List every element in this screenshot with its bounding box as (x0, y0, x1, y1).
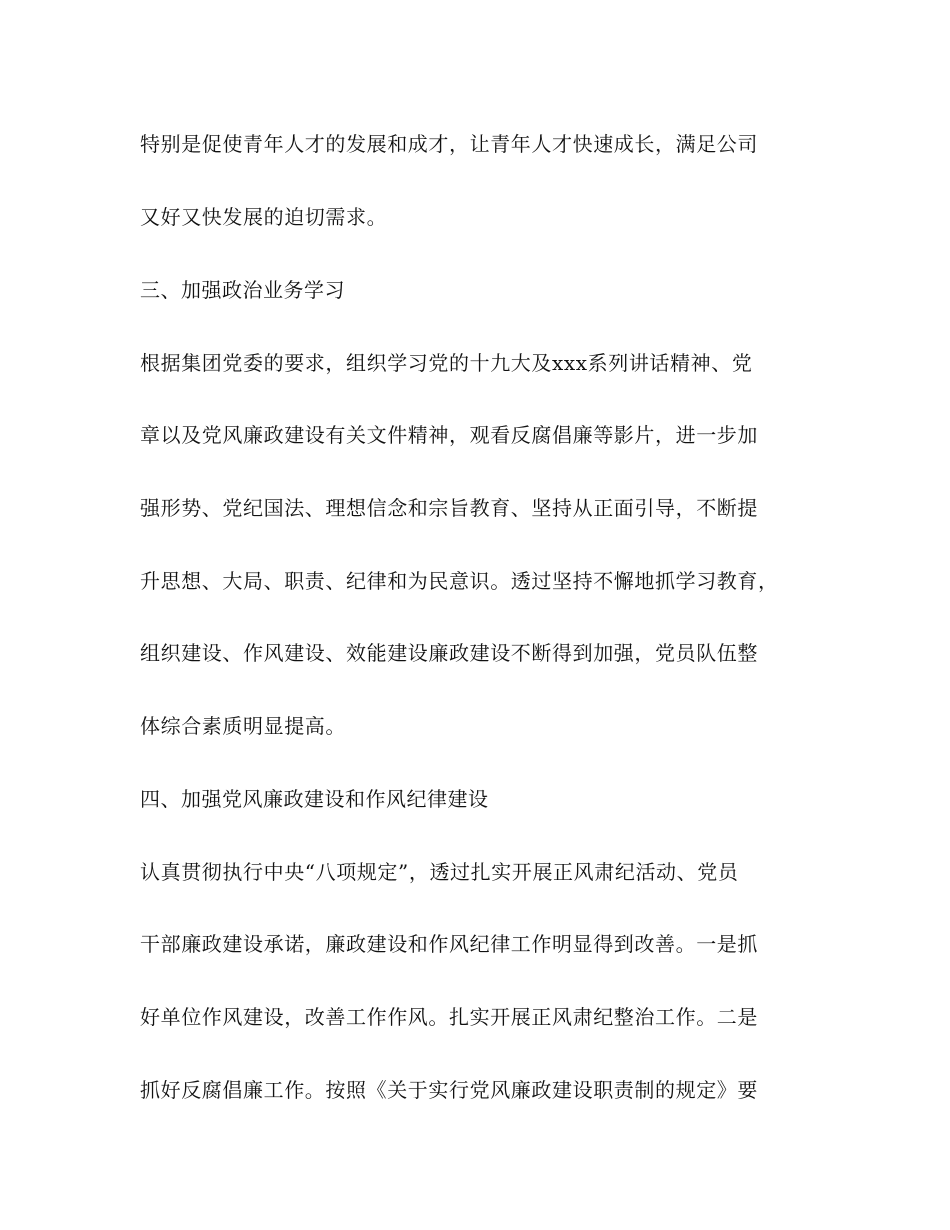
paragraph-line: 章以及党风廉政建设有关文件精神，观看反腐倡廉等影片，进一步加 (140, 423, 758, 447)
section-heading: 四、加强党风廉政建设和作风纪律建设 (140, 787, 489, 811)
paragraph-line: 认真贯彻执行中央“八项规定”，透过扎实开展正风肃纪活动、党员 (140, 860, 739, 884)
paragraph-line: 强形势、党纪国法、理想信念和宗旨教育、坚持从正面引导，不断提 (140, 496, 758, 520)
paragraph-line: 抓好反腐倡廉工作。按照《关于实行党风廉政建设职责制的规定》要 (140, 1078, 758, 1102)
paragraph-line: 干部廉政建设承诺，廉政建设和作风纪律工作明显得到改善。一是抓 (140, 932, 758, 956)
paragraph-line: 根据集团党委的要求，组织学习党的十九大及xxx系列讲话精神、党 (140, 351, 753, 375)
paragraph-line: 又好又快发展的迫切需求。 (140, 205, 388, 229)
paragraph-line: 升思想、大局、职责、纪律和为民意识。透过坚持不懈地抓学习教育， (140, 569, 779, 593)
paragraph-line: 好单位作风建设，改善工作作风。扎实开展正风肃纪整治工作。二是 (140, 1005, 758, 1029)
paragraph-line: 组织建设、作风建设、效能建设廉政建设不断得到加强，党员队伍整 (140, 641, 758, 665)
section-heading: 三、加强政治业务学习 (140, 278, 345, 302)
paragraph-line: 体综合素质明显提高。 (140, 714, 346, 738)
paragraph-line: 特别是促使青年人才的发展和成才，让青年人才快速成长，满足公司 (140, 132, 758, 156)
